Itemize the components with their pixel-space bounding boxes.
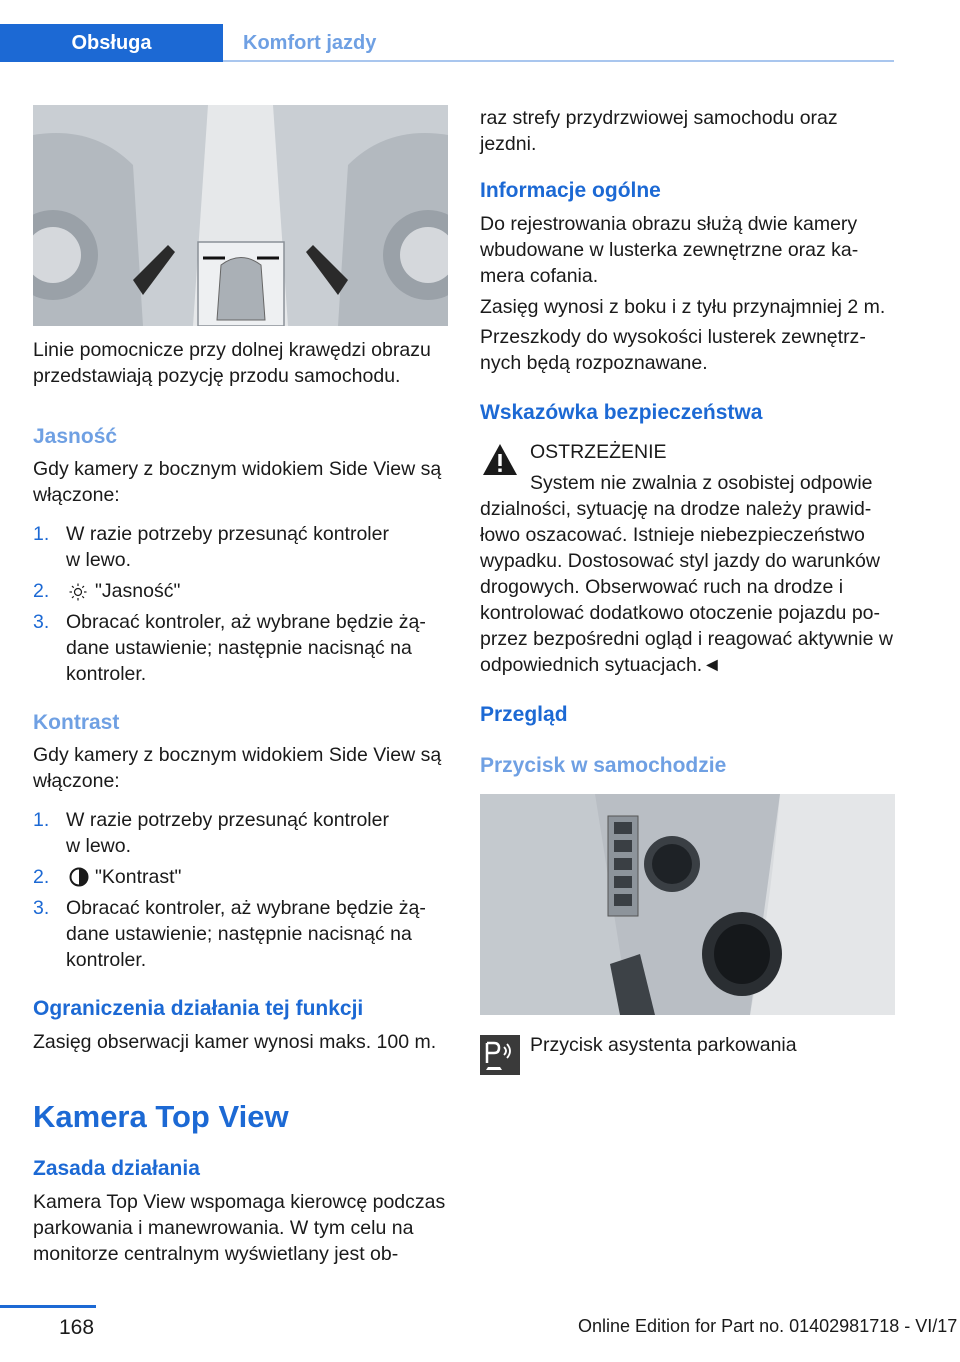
header-rule — [223, 60, 894, 62]
parking-assistant-icon — [480, 1035, 520, 1075]
heading-car-button: Przycisk w samochodzie — [480, 754, 727, 777]
heading-brightness: Jasność — [33, 425, 118, 448]
header-tabs — [0, 24, 443, 62]
contrast-step-1 — [33, 807, 448, 859]
heading-safety: Wskazówka bezpieczeństwa — [480, 401, 763, 424]
sun-icon — [69, 582, 87, 600]
contrast-step-2 — [33, 864, 448, 890]
side-view-camera-figure — [33, 105, 448, 326]
general-p3: Przeszkody do wysokości lusterek zewnętrznych będą rozpoznawane. — [480, 326, 866, 374]
principle-text: Kamera Top View wspomaga kierowcę podczas parkowania i manewrowania. W tym celu na monitorze centralnym wyświetlany jest ob- — [33, 1191, 446, 1265]
side-view-illustration — [33, 105, 448, 326]
warning-text: dzialności, sytuację na drodze należy prawidłowo oszacować. Istnieje niebezpieczeństwo wypadku. Dostosować styl jazdy do warunków drogowych. Obserwować ruch na drodze i kontrolować dodatkowo otoczenie pojazdu poprzez bezpośredni ogląd i reagować aktywnie w odpowiednich sytuacjach.◄ — [480, 498, 893, 676]
heading-limits: Ograniczenia działania tej funkcji — [33, 997, 364, 1020]
tab-komfort-jazdy[interactable]: Komfort jazdy — [243, 31, 377, 54]
heading-contrast: Kontrast — [33, 711, 120, 734]
step-number: 1. — [33, 523, 50, 545]
warning-label: OSTRZEŻENIE — [530, 441, 667, 463]
console-illustration — [480, 794, 895, 1015]
step-text: W razie potrzeby przesunąć kontroler w lewo. — [66, 809, 389, 857]
page-number: 168 — [59, 1316, 95, 1339]
warning-triangle-icon — [480, 440, 520, 480]
tab-obsluga[interactable]: Obsługa — [0, 24, 223, 62]
general-p2: Zasięg wynosi z boku i z tyłu przynajmniej 2 m. — [480, 296, 886, 318]
step-number: 3. — [33, 897, 50, 919]
contrast-intro: Gdy kamery z bocznym widokiem Side View są włączone: — [33, 744, 442, 792]
footer-rule — [0, 1305, 96, 1308]
step-number: 1. — [33, 809, 50, 831]
brightness-intro: Gdy kamery z bocznym widokiem Side View są włączone: — [33, 458, 442, 506]
step-text: "Kontrast" — [95, 866, 182, 888]
brightness-step-1 — [33, 521, 448, 573]
step-number: 3. — [33, 611, 50, 633]
figure-caption: Linie pomocnicze przy dolnej krawędzi obrazu przedstawiają pozycję przodu samochodu. — [33, 339, 431, 387]
continuation-text: raz strefy przydrzwiowej samochodu oraz jezdni. — [480, 107, 838, 155]
step-number: 2. — [33, 866, 50, 888]
step-text: "Jasność" — [95, 580, 181, 602]
center-console-figure — [480, 794, 895, 1015]
limits-text: Zasięg obserwacji kamer wynosi maks. 100 m. — [33, 1031, 437, 1053]
contrast-icon — [69, 867, 89, 887]
warning-first-line: System nie zwalnia z osobistej odpowie — [530, 472, 873, 494]
heading-topview: Kamera Top View — [33, 1099, 289, 1134]
step-text: Obracać kontroler, aż wybrane będzie żądane ustawienie; następnie nacisnąć na kontroler. — [66, 611, 426, 685]
parking-button-caption: Przycisk asystenta parkowania — [530, 1034, 797, 1056]
brightness-step-3 — [33, 609, 448, 687]
edition-text: Online Edition for Part no. 01402981718 - VI/17 — [578, 1316, 958, 1336]
general-p1: Do rejestrowania obrazu służą dwie kamery wbudowane w lusterka zewnętrzne oraz kamera cofania. — [480, 213, 859, 287]
contrast-step-3 — [33, 895, 448, 973]
brightness-step-2 — [33, 578, 448, 604]
heading-overview: Przegląd — [480, 703, 568, 726]
step-number: 2. — [33, 580, 50, 602]
heading-general: Informacje ogólne — [480, 179, 661, 202]
step-text: Obracać kontroler, aż wybrane będzie żądane ustawienie; następnie nacisnąć na kontroler. — [66, 897, 426, 971]
heading-principle: Zasada działania — [33, 1157, 200, 1180]
step-text: W razie potrzeby przesunąć kontroler w lewo. — [66, 523, 389, 571]
